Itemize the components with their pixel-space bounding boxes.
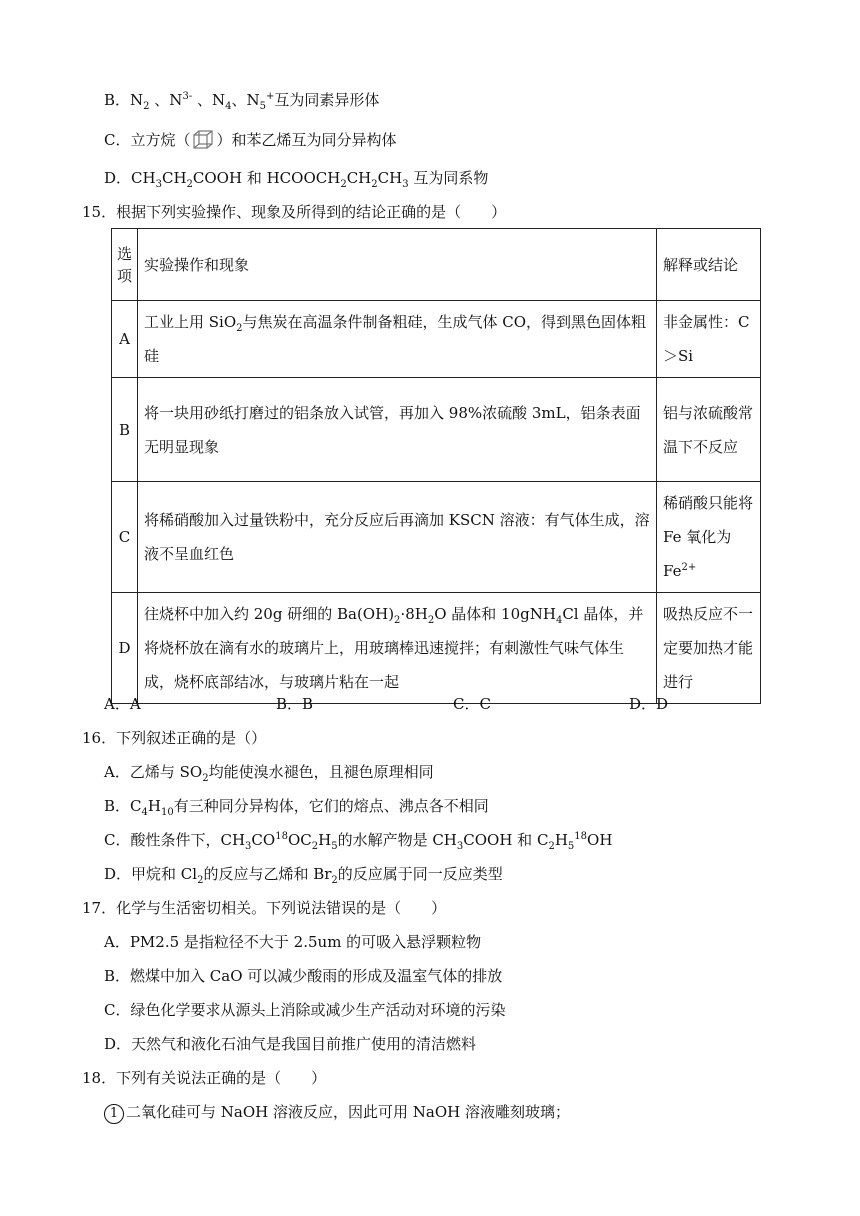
table-row [112, 482, 761, 593]
cubane-structure-icon [192, 129, 214, 151]
q18-stem: 18．下列有关说法正确的是（ ） [82, 1069, 327, 1087]
q15-answer-options [104, 694, 684, 714]
row-conclusion: 吸热反应不一定要加热才能进行 [657, 593, 761, 704]
row-operation: 将一块用砂纸打磨过的铝条放入试管，再加入 98%浓硫酸 3mL，铝条表面无明显现象 [138, 378, 657, 482]
row-conclusion: 铝与浓硫酸常温下不反应 [657, 378, 761, 482]
circled-number: 1 [104, 1104, 124, 1124]
header-conclusion: 解释或结论 [657, 229, 761, 301]
q14-option-c: C．立方烷（ ）和苯乙烯互为同分异构体 [104, 131, 397, 149]
q16-option-d: D．甲烷和 $Cl_2$的反应与乙烯和 $Br_2$的反应属于同一反应类型 [104, 865, 503, 886]
table-row [112, 378, 761, 482]
row-operation: 将稀硝酸加入过量铁粉中，充分反应后再滴加 KSCN 溶液：有气体生成，溶液不呈血红色 [138, 482, 657, 593]
q16-option-b: B．$C_4H_{10}$有三种同分异构体，它们的熔点、沸点各不相同 [104, 797, 489, 818]
q15-stem: 15．根据下列实验操作、现象及所得到的结论正确的是（ ） [82, 203, 507, 221]
row-operation: 往烧杯中加入约 20g 研细的 $Ba(OH)_2\cdot 8H_2O$ 晶体和 10gNH$_4$Cl 晶体，并将烧杯放在滴有水的玻璃片上，用玻璃棒迅速搅拌；有刺激性气味气体生成，烧杯底部结冰，与玻璃片粘在一起 [138, 593, 657, 704]
q17-stem: 17．化学与生活密切相关。下列说法错误的是（ ） [82, 899, 447, 917]
q17-option-c: C．绿色化学要求从源头上消除或减少生产活动对环境的污染 [104, 1001, 506, 1019]
q15-answer-a: A．A [104, 695, 141, 713]
q18-item-1: 1 二氧化硅可与 NaOH 溶液反应，因此可用 NaOH 溶液雕刻玻璃； [104, 1102, 570, 1124]
q15-answer-d: D．D [629, 695, 669, 713]
table-header-row [112, 229, 761, 301]
row-conclusion: 非金属性：C＞Si [657, 301, 761, 378]
q17-option-b: B．燃煤中加入 CaO 可以减少酸雨的形成及温室气体的排放 [104, 967, 503, 985]
q15-answer-b: B．B [276, 695, 314, 713]
q16-option-c: C．酸性条件下，$CH_3CO^{18}OC_2H_5$的水解产物是 $CH_3COOH$ 和 $C_2H_5^{18}OH$ [104, 831, 613, 852]
row-conclusion: 稀硝酸只能将 Fe 氧化为 $Fe^{2+}$ [657, 482, 761, 593]
q16-option-a: A．乙烯与 $SO_2$均能使溴水褪色，且褪色原理相同 [104, 763, 434, 784]
table-row [112, 301, 761, 378]
header-operation: 实验操作和现象 [138, 229, 657, 301]
q15-answer-c: C．C [453, 695, 491, 713]
q15-experiment-table [111, 228, 761, 704]
q17-option-d: D．天然气和液化石油气是我国目前推广使用的清洁燃料 [104, 1035, 477, 1053]
header-option: 选项 [112, 229, 138, 301]
q16-stem: 16．下列叙述正确的是（） [82, 729, 267, 747]
row-option: C [112, 482, 138, 593]
row-option: A [112, 301, 138, 378]
q14-option-b: B．$N_2$ 、$N^{3-}$ 、$N_4$、$N_5^+$互为同素异形体 [104, 91, 380, 112]
row-option: D [112, 593, 138, 704]
row-option: B [112, 378, 138, 482]
q17-option-a: A．PM2.5 是指粒径不大于 2.5um 的可吸入悬浮颗粒物 [104, 933, 482, 951]
q14-option-d: D．$CH_3CH_2COOH$ 和 $HCOOCH_2CH_2CH_3$ 互为同系物 [104, 169, 489, 190]
row-operation: 工业上用 SiO$_2$与焦炭在高温条件制备粗硅，生成气体 CO，得到黑色固体粗硅 [138, 301, 657, 378]
table-row [112, 593, 761, 704]
